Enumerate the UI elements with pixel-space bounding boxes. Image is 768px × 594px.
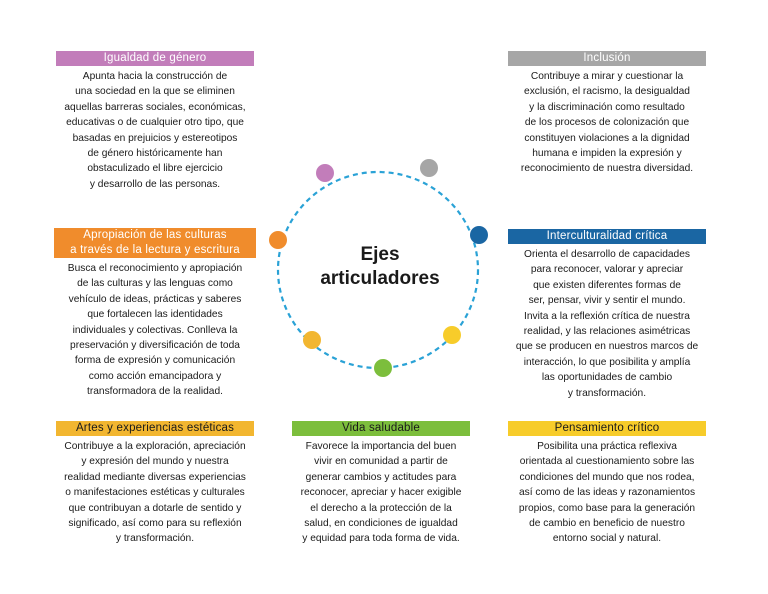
- card-header: Interculturalidad crítica: [508, 229, 706, 244]
- card-text: Posibilita una práctica reflexiva orientada al cuestionamiento sobre las condiciones del mundo que nos rodea, así como de las ideas y razonamientos propios, como base para la generación de cambio en beneficio de nuestro entorno social y natural.: [518, 441, 696, 545]
- card-text: Contribuye a mirar y cuestionar la exclusión, el racismo, la desigualdad y la discriminación como resultado de los procesos de colonización que constituyen violaciones a la dignidad humana e impiden la expresión y reconocimiento de nuestra diversidad.: [520, 71, 694, 175]
- card-header: Apropiación de las culturas a través de la lectura y escritura: [54, 228, 256, 258]
- card-pensamiento: [508, 421, 706, 547]
- card-vida: [292, 421, 470, 547]
- card-text: Busca el reconocimiento y apropiación de las culturas y las lenguas como vehículo de ideas, prácticas y saberes que fortalecen las identidades individuales y colectivas. Conlleva la preservación y diversificación de toda forma de expresión y comunicación como acción emancipadora y transformadora de la realidad.: [67, 263, 243, 398]
- card-igualdad: [56, 51, 254, 192]
- card-artes: [56, 421, 254, 547]
- dot-pensamiento: [443, 326, 461, 344]
- card-apropiacion: [54, 228, 256, 400]
- card-text: Contribuye a la exploración, apreciación y expresión del mundo y nuestra realidad mediante diversas experiencias o manifestaciones estéticas y culturales que contribuyan a dotarle de sentido y significado, así como para su reflexión y transformación.: [64, 441, 246, 545]
- card-text: Apunta hacia la construcción de una sociedad en la que se eliminen aquellas barreras sociales, económicas, educativas o de cualquier otro tipo, que basadas en prejuicios y estereotipos de género históricamente han obstaculizado el libre ejercicio y desarrollo de las personas.: [64, 71, 246, 190]
- dot-igualdad: [316, 164, 334, 182]
- dot-apropiacion: [269, 231, 287, 249]
- dot-vida: [374, 359, 392, 377]
- card-header: Inclusión: [508, 51, 706, 66]
- card-text: Orienta el desarrollo de capacidades para reconocer, valorar y apreciar que existen diferentes formas de ser, pensar, vivir y sentir el mundo. Invita a la reflexión crítica de nuestra realidad, y las relaciones asimétricas que se producen en nuestros marcos de interacción, lo que posibilita y amplía las oportunidades de cambio y transformación.: [515, 249, 699, 399]
- dot-artes: [303, 331, 321, 349]
- center-title: Ejes articuladores: [320, 244, 440, 289]
- card-text: Favorece la importancia del buen vivir en comunidad a partir de generar cambios y actitudes para reconocer, apreciar y hacer exigible el derecho a la protección de la salud, en condiciones de igualdad y equidad para toda forma de vida.: [300, 441, 462, 545]
- dot-interculturalidad: [470, 226, 488, 244]
- dot-inclusion: [420, 159, 438, 177]
- card-header: Artes y experiencias estéticas: [56, 421, 254, 436]
- card-inclusion: [508, 51, 706, 177]
- card-header: Igualdad de género: [56, 51, 254, 66]
- card-header: Vida saludable: [292, 421, 470, 436]
- card-interculturalidad: [508, 229, 706, 401]
- card-header: Pensamiento crítico: [508, 421, 706, 436]
